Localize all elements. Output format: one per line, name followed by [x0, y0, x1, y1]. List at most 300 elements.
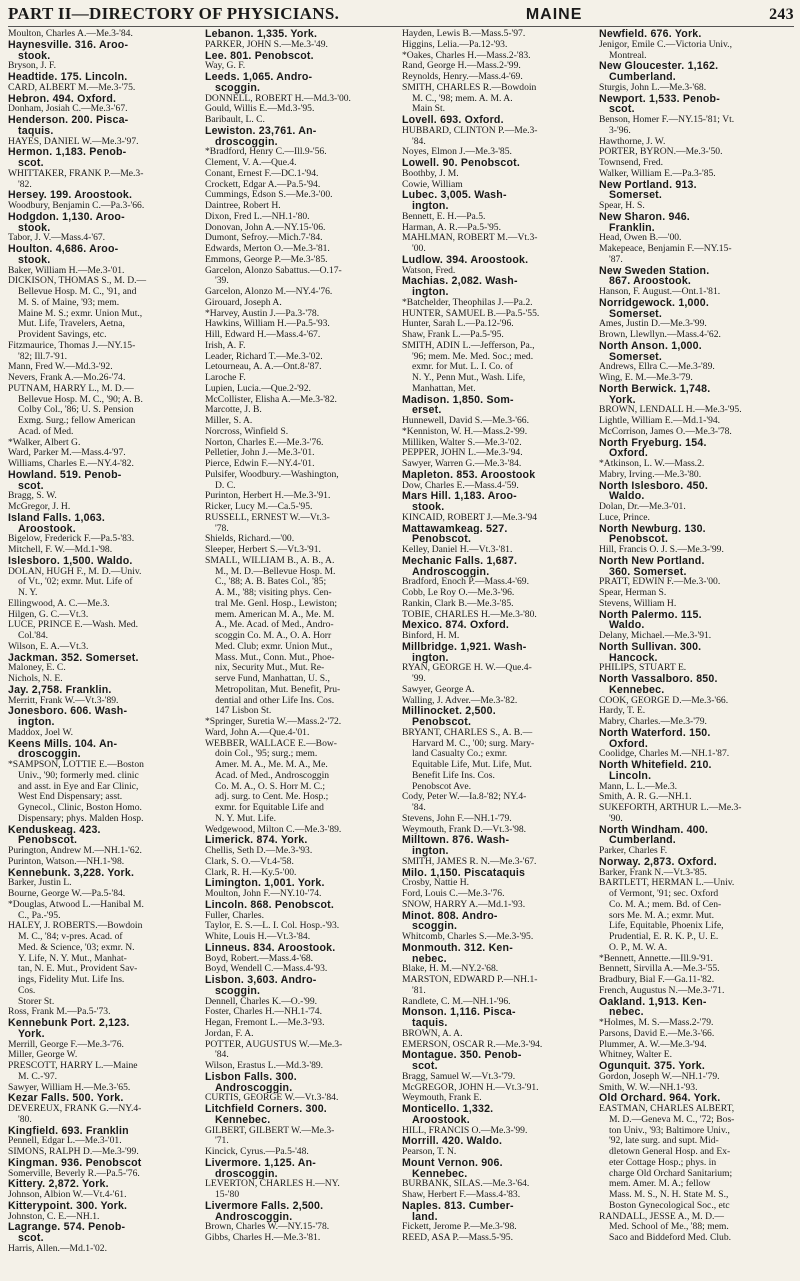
- physician-entry: M. S. of Maine, '93; mem.: [18, 297, 120, 308]
- physician-entry: SNOW, HARRY A.—Md.1-'93.: [402, 899, 526, 910]
- physician-entry: Lupien, Lucia.—Que.2-'92.: [205, 383, 311, 394]
- town-heading: Millbridge. 1,921. Wash-: [402, 641, 527, 653]
- town-heading: Lowell. 90. Penobscot.: [402, 158, 521, 169]
- physician-entry: Rand, George H.—Mass.2-'99.: [402, 61, 521, 72]
- physician-entry: Irish, A. F.: [205, 340, 246, 351]
- physician-entry: Bellevue Hosp. M. C., '90; A. B.: [18, 394, 143, 405]
- town-heading: ington.: [412, 652, 449, 664]
- town-heading: Mapleton. 853. Aroostook: [402, 469, 536, 481]
- town-heading: Lincoln.: [609, 770, 652, 782]
- physician-entry: *Oakes, Charles H.—Mass.2-'83.: [402, 50, 531, 61]
- town-heading: Machias. 2,082. Wash-: [402, 276, 518, 287]
- town-heading: nebec.: [412, 953, 447, 965]
- physician-entry: PRESCOTT, HARRY L.—Maine: [8, 1061, 138, 1071]
- physician-entry: Manhattan, Met.: [412, 383, 476, 394]
- physician-entry: Pierce, Edwin F.—NY.4-'01.: [205, 459, 315, 469]
- physician-entry: Bradford, Enoch P.—Mass.4-'69.: [402, 577, 529, 588]
- town-heading: Newport. 1,533. Penob-: [599, 93, 720, 105]
- physician-entry: Med. School of Me., '88; mem.: [609, 1222, 729, 1233]
- physician-entry: Dumont, Sefroy.—Mich.7-'84.: [205, 233, 323, 244]
- town-heading: Headtide. 175. Lincoln.: [8, 72, 128, 83]
- town-heading: Lewiston. 23,761. An-: [205, 125, 317, 137]
- physician-entry: Bigelow, Frederick F.—Pa.5-'83.: [8, 534, 135, 545]
- town-heading: Norway. 2,873. Oxford.: [599, 856, 717, 868]
- physician-entry: REED, ASA P.—Mass.5-'95.: [402, 1233, 514, 1243]
- physician-entry: Wilson, Erastus L.—Md.3-'89.: [205, 1061, 324, 1071]
- town-heading: Leeds. 1,065. Andro-: [205, 72, 313, 83]
- town-heading: Lovell. 693. Oxford.: [402, 115, 504, 126]
- physician-entry: '00.: [412, 244, 426, 254]
- town-heading: New Portland. 913.: [599, 179, 697, 191]
- physician-entry: RYAN, GEORGE H. W.—Que.4-: [402, 663, 532, 674]
- physician-entry: Crockett, Edgar A.—Pa.5-'94.: [205, 179, 321, 190]
- physician-entry: Nevers, Frank A.—Mo.26-'74.: [8, 373, 126, 383]
- town-heading: Jay. 2,758. Franklin.: [8, 684, 112, 696]
- physician-entry: DICKISON, THOMAS S., M. D.—: [8, 276, 147, 287]
- physician-entry: exmr. for Equitable Life and: [215, 803, 324, 813]
- physician-entry: Jenigor, Emile C.—Victoria Univ.,: [599, 39, 732, 50]
- town-heading: Monson. 1,116. Pisca-: [402, 1007, 516, 1018]
- physician-entry: Weymouth, Frank E.: [402, 1093, 482, 1104]
- physician-entry: Edwards, Merton O.—Me.3-'81.: [205, 244, 330, 254]
- physician-entry: Hegan, Fremont L.—Me.3-'93.: [205, 1018, 325, 1028]
- physician-entry: Clark, S. O.—Vt.4-'58.: [205, 856, 294, 867]
- physician-entry: *Bradford, Henry C.—Ill.9-'56.: [205, 147, 327, 158]
- physician-entry: Mabry, Irving.—Me.3-'80.: [599, 469, 702, 480]
- physician-entry: Cobb, Le Roy O.—Me.3-'96.: [402, 588, 515, 598]
- physician-entry: *Bennett, Annette.—Ill.9-'91.: [599, 953, 713, 964]
- physician-entry: Clement, V. A.—Que.4.: [205, 158, 297, 168]
- physician-entry: DEVEREUX, FRANK G.—NY.4-: [8, 1104, 142, 1114]
- physician-entry: O. P., M. W. A.: [609, 942, 668, 953]
- physician-entry: LEVERTON, CHARLES H.—NY.: [205, 1179, 340, 1190]
- directory-columns: [8, 29, 794, 1255]
- physician-entry: Hardy, T. E.: [599, 706, 646, 717]
- physician-entry: Luce, Prince.: [599, 512, 650, 523]
- physician-entry: C., '88; A. B. Bates Col., '85;: [215, 577, 327, 588]
- town-heading: Lisbon. 3,603. Andro-: [205, 975, 317, 986]
- physician-entry: '81.: [412, 985, 426, 996]
- physician-entry: Way, G. F.: [205, 61, 246, 72]
- physician-entry: Girouard, Joseph A.: [205, 297, 282, 308]
- town-heading: Aroostook.: [412, 1114, 470, 1126]
- town-heading: Madison. 1,850. Som-: [402, 394, 514, 406]
- physician-entry: Penobscot Ave.: [412, 781, 471, 792]
- town-heading: Livermore Falls. 2,500.: [205, 1200, 324, 1212]
- town-heading: Kenduskeag. 423.: [8, 824, 101, 836]
- physician-entry: Gibbs, Charles H.—Me.3-'81.: [205, 1233, 321, 1243]
- physician-entry: of Vermont, '91; sec. Oxford: [609, 889, 719, 899]
- town-heading: 360. Somerset.: [609, 566, 687, 578]
- physician-entry: mem. Amer. M. A.; fellow: [609, 1179, 711, 1190]
- physician-entry: McGregor, J. H.: [8, 502, 71, 512]
- town-heading: Litchfield Corners. 300.: [205, 1104, 327, 1115]
- town-heading: scot.: [412, 1061, 438, 1072]
- physician-entry: Chellis, Seth D.—Me.3-'93.: [205, 846, 313, 856]
- physician-entry: and asst. in Eye and Ear Clinic,: [18, 781, 139, 792]
- physician-entry: Storer St.: [18, 996, 55, 1007]
- town-heading: North Islesboro. 450.: [599, 480, 708, 492]
- physician-entry: '82.: [18, 179, 32, 190]
- physician-entry: '71.: [215, 1136, 229, 1147]
- physician-entry: Noyes, Elmon J.—Me.3-'85.: [402, 147, 512, 158]
- physician-entry: Randlete, C. M.—NH.1-'96.: [402, 996, 511, 1007]
- physician-entry: Makepeace, Benjamin F.—NY.15-: [599, 244, 732, 254]
- town-heading: Kennebunk Port. 2,123.: [8, 1018, 130, 1029]
- physician-entry: ings, Fidelity Mut. Life Ins.: [18, 975, 125, 985]
- physician-entry: SMITH, JAMES R. N.—Me.3-'67.: [402, 856, 537, 867]
- physician-entry: Maine M. S.; exmr. Union Mut.,: [18, 308, 143, 319]
- physician-entry: Hunnewell, David S.—Me.3-'66.: [402, 416, 529, 426]
- physician-entry: Mass. M. S., N. H. State M. S.,: [609, 1190, 729, 1200]
- physician-entry: Y. Life, N. Y. Mut., Manhat-: [18, 953, 127, 964]
- physician-entry: Bragg, Samuel W.—Vt.3-'79.: [402, 1071, 516, 1082]
- physician-entry: HUBBARD, CLINTON P.—Me.3-: [402, 125, 538, 136]
- town-heading: taquis.: [412, 1018, 448, 1029]
- physician-entry: Gordon, Joseph W.—NH.1-'79.: [599, 1071, 720, 1082]
- town-heading: Androscoggin.: [215, 1082, 293, 1094]
- physician-entry: Bourne, George W.—Pa.5-'84.: [8, 889, 126, 899]
- town-heading: scoggin.: [215, 985, 261, 997]
- town-heading: scot.: [18, 1233, 44, 1244]
- town-heading: Kezar Falls. 500. York.: [8, 1093, 124, 1104]
- town-heading: Kennebec.: [215, 1114, 271, 1126]
- physician-entry: N. Y. Mut. Life.: [215, 813, 277, 824]
- physician-entry: EMERSON, OSCAR R.—Me.3-'94.: [402, 1039, 543, 1050]
- physician-entry: Hill, Edward H.—Mass.4-'67.: [205, 330, 321, 340]
- town-heading: Mechanic Falls. 1,687.: [402, 555, 518, 567]
- town-heading: stook.: [18, 50, 51, 62]
- physician-entry: Mitchell, F. W.—Md.1-'98.: [8, 545, 113, 555]
- town-heading: Naples. 813. Cumber-: [402, 1200, 514, 1212]
- physician-entry: Bragg, S. W.: [8, 491, 57, 502]
- physician-entry: Mut. Life, Travelers, Aetna,: [18, 319, 125, 330]
- physician-entry: Sawyer, Warren G.—Me.3-'84.: [402, 459, 522, 469]
- town-heading: Lisbon Falls. 300.: [205, 1071, 297, 1083]
- physician-entry: Purington, Andrew M.—NH.1-'62.: [8, 846, 142, 856]
- physician-entry: Main St.: [412, 104, 446, 115]
- town-heading: Mexico. 874. Oxford.: [402, 620, 510, 631]
- physician-entry: charge Old Orchard Sanitarium;: [609, 1168, 733, 1179]
- physician-entry: Clark, R. H.—Ky.5-'00.: [205, 867, 297, 878]
- physician-entry: Parker, Charles F.: [599, 846, 668, 856]
- physician-entry: Parsons, David E.—Me.3-'66.: [599, 1028, 715, 1039]
- town-heading: erset.: [412, 405, 442, 416]
- physician-entry: BROWN, A. A.: [402, 1028, 463, 1039]
- town-heading: Oxford.: [609, 738, 649, 750]
- physician-entry: Bennett, Sirvilla A.—Me.3-'55.: [599, 964, 720, 975]
- physician-entry: Head, Owen B.—'00.: [599, 233, 682, 244]
- physician-entry: Barker, Justin L.: [8, 878, 72, 889]
- town-heading: York.: [18, 1028, 45, 1040]
- physician-entry: Bennett, E. H.—Pa.5.: [402, 211, 486, 222]
- physician-entry: Ward, John A.—Que.4-'01.: [205, 727, 310, 738]
- town-heading: Mattawamkeag. 527.: [402, 523, 508, 535]
- physician-entry: nix, Security Mut., Mut. Re-: [215, 663, 325, 674]
- physician-entry: Saco and Biddeford Med. Club.: [609, 1233, 732, 1243]
- physician-entry: HAYES, DANIEL W.—Me.3-'97.: [8, 136, 139, 147]
- physician-entry: Miller, George W.: [8, 1050, 78, 1061]
- physician-entry: Benefit Life Ins. Cos.: [412, 770, 495, 781]
- town-heading: Lubec. 3,005. Wash-: [402, 190, 507, 201]
- physician-entry: BARTLETT, HERMAN L.—Univ.: [599, 878, 735, 889]
- physician-entry: Norton, Charles E.—Me.3-'76.: [205, 437, 324, 448]
- town-heading: Keens Mills. 104. An-: [8, 738, 118, 750]
- physician-entry: 15-'80: [215, 1190, 240, 1200]
- physician-entry: Jordan, F. A.: [205, 1028, 254, 1039]
- physician-entry: SIMONS, RALPH D.—Me.3-'99.: [8, 1147, 139, 1157]
- physician-entry: Donovan, John A.—NY.15-'06.: [205, 222, 326, 233]
- town-heading: Monticello. 1,332.: [402, 1104, 494, 1115]
- physician-entry: Blake, H. M.—NY.2-'68.: [402, 964, 499, 975]
- physician-entry: Letourneau, A. A.—Ont.8-'87.: [205, 362, 322, 373]
- physician-entry: RUSSELL, ERNEST W.—Vt.3-: [205, 512, 330, 523]
- physician-entry: DOLAN, HUGH F., M. D.—Univ.: [8, 566, 142, 577]
- physician-entry: SMALL, WILLIAM B., A. B., A.: [205, 555, 335, 566]
- town-heading: Limerick. 874. York.: [205, 835, 308, 846]
- physician-entry: Boston Gynecological Soc., etc: [609, 1200, 730, 1211]
- physician-entry: Ford, Louis C.—Me.3-'76.: [402, 889, 505, 899]
- town-heading: Lebanon. 1,335. York.: [205, 29, 318, 40]
- physician-entry: '87.: [609, 254, 623, 265]
- physician-entry: Wilson, E. A.—Vt.3.: [8, 641, 89, 652]
- physician-entry: Delany, Michael.—Me.3-'91.: [599, 631, 712, 641]
- physician-entry: Hunter, Sarah L.—Pa.12-'96.: [402, 319, 514, 330]
- page-number: 243: [769, 6, 794, 23]
- town-heading: droscoggin.: [215, 136, 278, 148]
- physician-entry: Lightle, William E.—Md.1-'94.: [599, 416, 721, 426]
- town-heading: North Whitefield. 210.: [599, 760, 712, 771]
- physician-entry: D. C.: [215, 480, 236, 491]
- town-heading: ington.: [412, 287, 449, 298]
- town-heading: stook.: [412, 502, 445, 513]
- town-heading: Oakland. 1,913. Ken-: [599, 996, 707, 1008]
- physician-entry: Shields, Richard.—'00.: [205, 534, 295, 545]
- town-heading: North Waterford. 150.: [599, 727, 711, 739]
- physician-entry: West End Dispensary; asst.: [18, 792, 123, 803]
- physician-entry: Hawthorne, J. W.: [599, 136, 666, 147]
- physician-entry: 147 Lisbon St.: [215, 706, 272, 717]
- physician-entry: Mann, Fred W.—Md.3-'92.: [8, 362, 113, 373]
- physician-entry: Marcotte, J. B.: [205, 405, 262, 416]
- physician-entry: PEPPER, JOHN L.—Me.3-'94.: [402, 448, 523, 459]
- physician-entry: Conant, Ernest F.—DC.1-'94.: [205, 168, 319, 179]
- physician-entry: 3-'96.: [609, 125, 631, 136]
- physician-entry: Milliken, Walter S.—Me.3-'02.: [402, 437, 522, 448]
- physician-entry: '80.: [18, 1114, 32, 1125]
- physician-entry: Cody, Peter W.—Ia.8-'82; NY.4-: [402, 792, 527, 803]
- physician-entry: PHILIPS, STUART E.: [599, 663, 687, 674]
- column-3: [402, 29, 593, 1255]
- physician-entry: '39.: [215, 276, 229, 287]
- physician-entry: RANDALL, JESSE A., M. D.—: [599, 1211, 724, 1222]
- physician-entry: Andrews, Ellra C.—Me.3-'89.: [599, 362, 715, 373]
- town-heading: droscoggin.: [18, 749, 81, 760]
- physician-entry: Moulton, Charles A.—Me.3-'84.: [8, 29, 133, 39]
- town-heading: Kitterypoint. 300. York.: [8, 1200, 128, 1212]
- town-heading: Kennebec.: [412, 1168, 468, 1180]
- physician-entry: Rankin, Clark B.—Me.3-'85.: [402, 598, 514, 609]
- physician-entry: A., Me. Acad. of Med., Andro-: [215, 620, 334, 631]
- physician-entry: Colby Col., '86; U. S. Pension: [18, 405, 134, 416]
- physician-entry: Montreal.: [609, 50, 647, 61]
- town-heading: New Sweden Station.: [599, 265, 710, 277]
- town-heading: Limington. 1,001. York.: [205, 878, 325, 889]
- physician-entry: Merrill, George F.—Me.3-'76.: [8, 1039, 124, 1050]
- town-heading: scot.: [18, 158, 44, 169]
- physician-entry: M. D.—Geneva M. C., '72; Bos-: [609, 1114, 735, 1125]
- physician-entry: Barker, Frank N.—Vt.3-'85.: [599, 867, 707, 878]
- physician-entry: Bryson, J. F.: [8, 61, 57, 72]
- physician-entry: Fitzmaurice, Thomas J.—NY.15-: [8, 340, 136, 351]
- physician-entry: Walker, William E.—Pa.3-'85.: [599, 168, 716, 179]
- physician-entry: Garcelon, Alonzo Sabattus.—O.17-: [205, 265, 342, 276]
- town-heading: Androscoggin.: [412, 566, 490, 578]
- town-heading: Jackman. 352. Somerset.: [8, 652, 139, 664]
- town-heading: land.: [412, 1211, 438, 1223]
- town-heading: Cumberland.: [609, 72, 676, 83]
- physician-entry: Williams, Charles E.—NY.4-'82.: [8, 459, 134, 469]
- physician-entry: Mabry, Charles.—Me.3-'79.: [599, 717, 707, 727]
- physician-entry: SMITH, CHARLES R.—Bowdoin: [402, 82, 537, 93]
- physician-entry: McGREGOR, JOHN H.—Vt.3-'91.: [402, 1082, 539, 1093]
- physician-entry: GILBERT, GILBERT W.—Me.3-: [205, 1125, 335, 1136]
- physician-entry: PRATT, EDWIN F.—Me.3-'00.: [599, 577, 721, 588]
- physician-entry: LUCE, PRINCE E.—Wash. Med.: [8, 620, 139, 631]
- physician-entry: Weymouth, Frank D.—Vt.3-'98.: [402, 824, 527, 835]
- physician-entry: POTTER, AUGUSTUS W.—Me.3-: [205, 1039, 343, 1050]
- physician-entry: DONNELL, ROBERT H.—Md.3-'00.: [205, 93, 351, 104]
- physician-entry: *Batchelder, Theophilas J.—Pa.2.: [402, 297, 533, 308]
- physician-entry: Leader, Richard T.—Me.3-'02.: [205, 351, 323, 362]
- town-heading: Kingman. 936. Penobscot: [8, 1157, 142, 1169]
- town-heading: Minot. 808. Andro-: [402, 910, 498, 922]
- physician-entry: CARD, ALBERT M.—Me.3-'75.: [8, 82, 136, 93]
- physician-entry: BROWN, LENDALL H.—Me.3-'95.: [599, 405, 742, 416]
- physician-entry: Cos.: [18, 985, 36, 996]
- town-heading: Montague. 350. Penob-: [402, 1050, 522, 1061]
- town-heading: scot.: [18, 480, 44, 492]
- physician-entry: '78.: [215, 523, 229, 534]
- physician-entry: Taylor, E. S.—L. I. Col. Hosp.-'93.: [205, 921, 340, 932]
- physician-entry: Daintree, Robert H.: [205, 201, 281, 211]
- physician-entry: Ward, Parker M.—Mass.4-'97.: [8, 448, 126, 459]
- physician-entry: KINCAID, ROBERT J.—Me.3-'94: [402, 512, 538, 523]
- town-heading: New Sharon. 946.: [599, 211, 690, 223]
- town-heading: Hodgdon. 1,130. Aroo-: [8, 211, 125, 223]
- town-heading: Hermon. 1,183. Penob-: [8, 147, 127, 158]
- column-1: [8, 29, 199, 1255]
- town-heading: taquis.: [18, 125, 54, 137]
- physician-entry: Spear, Herman S.: [599, 588, 667, 598]
- town-heading: North Anson. 1,000.: [599, 340, 702, 352]
- physician-entry: Brown, Llewllyn.—Mass.4-'62.: [599, 330, 721, 340]
- town-heading: ington.: [18, 717, 55, 728]
- physician-entry: Fuller, Charles.: [205, 910, 265, 921]
- town-heading: Penobscot.: [18, 835, 78, 846]
- town-heading: Somerset.: [609, 308, 663, 320]
- physician-entry: Purinton, Herbert H.—Me.3-'91.: [205, 491, 331, 502]
- physician-entry: Sawyer, George A.: [402, 684, 475, 695]
- physician-entry: McCorrison, James O.—Me.3-'78.: [599, 426, 732, 437]
- town-heading: stook.: [18, 254, 51, 266]
- physician-entry: *Walker, Albert G.: [8, 437, 81, 448]
- physician-entry: Cowie, William: [402, 179, 463, 190]
- physician-entry: Maloney, E. C.: [8, 663, 66, 674]
- town-heading: Franklin.: [609, 222, 655, 234]
- physician-entry: '90.: [609, 813, 623, 824]
- physician-entry: PORTER, BYRON.—Me.3-'50.: [599, 147, 723, 158]
- physician-entry: M. C., '84; v-pres. Acad. of: [18, 932, 123, 942]
- physician-entry: Coolidge, Charles M.—NH.1-'87.: [599, 749, 730, 760]
- physician-entry: Baker, William H.—Me.3-'01.: [8, 265, 125, 276]
- town-heading: Morrill. 420. Waldo.: [402, 1136, 503, 1147]
- physician-entry: *SAMPSON, LOTTIE E.—Boston: [8, 760, 144, 770]
- physician-entry: Metropolitan, Mut. Benefit, Pru-: [215, 684, 341, 695]
- physician-entry: dletown General Hosp. and Ex-: [609, 1147, 731, 1157]
- physician-entry: sors Me. M. A.; exmr. Mut.: [609, 910, 715, 921]
- physician-entry: Wedgewood, Milton C.—Me.3-'89.: [205, 824, 342, 835]
- town-heading: Ludlow. 394. Aroostook.: [402, 254, 529, 266]
- physician-entry: Whitney, Walter E.: [599, 1050, 673, 1061]
- town-heading: Kennebunk. 3,228. York.: [8, 867, 135, 879]
- physician-entry: Gould, Willis E.—Md.3-'95.: [205, 104, 315, 115]
- town-heading: Millinocket. 2,500.: [402, 706, 496, 717]
- column-2: [205, 29, 396, 1255]
- physician-entry: Exmg. Surg.; fellow American: [18, 416, 136, 426]
- town-heading: Livermore. 1,125. An-: [205, 1157, 316, 1169]
- town-heading: Ogunquit. 375. York.: [599, 1061, 706, 1072]
- physician-entry: Med. & Science, '03; exmr. N.: [18, 942, 135, 953]
- physician-entry: Dennell, Charles K.—O.-'99.: [205, 996, 318, 1007]
- physician-entry: COOK, GEORGE D.—Me.3-'66.: [599, 695, 729, 706]
- physician-entry: M. C., '98; mem. A. M. A.: [412, 93, 513, 104]
- town-heading: North Vassalboro. 850.: [599, 674, 718, 685]
- town-heading: Linneus. 834. Aroostook.: [205, 942, 336, 954]
- town-heading: Waldo.: [609, 491, 645, 502]
- physician-entry: '99.: [412, 674, 426, 684]
- town-heading: North Palermo. 115.: [599, 609, 702, 621]
- town-heading: North New Portland.: [599, 555, 705, 567]
- town-heading: Somerset.: [609, 190, 663, 201]
- physician-entry: Dispensary; phys. Malden Hosp.: [18, 813, 144, 824]
- physician-entry: EASTMAN, CHARLES ALBERT,: [599, 1104, 735, 1114]
- physician-entry: Sawyer, William H.—Me.3-'65.: [8, 1082, 131, 1093]
- town-heading: scot.: [609, 104, 635, 115]
- physician-entry: Sturgis, John L.—Me.3-'68.: [599, 82, 707, 93]
- town-heading: Penobscot.: [609, 534, 669, 545]
- physician-entry: TOBIE, CHARLES H.—Me.3-'80.: [402, 609, 537, 620]
- physician-entry: Equitable Life, Mut. Life, Mut.: [412, 760, 532, 770]
- physician-entry: BRYANT, CHARLES S., A. B.—: [402, 727, 533, 738]
- physician-entry: Mass. Mut., Conn. Mut., Phoe-: [215, 652, 335, 663]
- physician-entry: doin Col., '95; surg.; mem.: [215, 749, 318, 760]
- town-heading: Penobscot.: [412, 717, 472, 728]
- town-heading: North Sullivan. 300.: [599, 641, 702, 653]
- physician-entry: Wing, E. M.—Me.3-'79.: [599, 373, 693, 383]
- physician-entry: Mann, L. L.—Me.3.: [599, 781, 678, 792]
- physician-entry: Hawkins, William H.—Pa.5-'93.: [205, 319, 330, 330]
- physician-entry: Dolan, Dr.—Me.3-'01.: [599, 502, 686, 512]
- physician-entry: Brown, Charles W.—NY.15-'78.: [205, 1222, 330, 1233]
- physician-entry: Benson, Homer F.—NY.15-'81; Vt.: [599, 115, 735, 125]
- physician-entry: HUNTER, SAMUEL B.—Pa.5-'55.: [402, 308, 540, 319]
- physician-entry: WHITTAKER, FRANK P.—Me.3-: [8, 168, 144, 179]
- physician-entry: White, Louis H.—Vt.3-'84.: [205, 932, 311, 942]
- town-heading: Androscoggin.: [215, 1211, 293, 1223]
- physician-entry: Ricker, Lucy M.—Ca.5-'95.: [205, 502, 313, 512]
- physician-entry: Higgins, Lelia.—Pa.12-'93.: [402, 39, 508, 50]
